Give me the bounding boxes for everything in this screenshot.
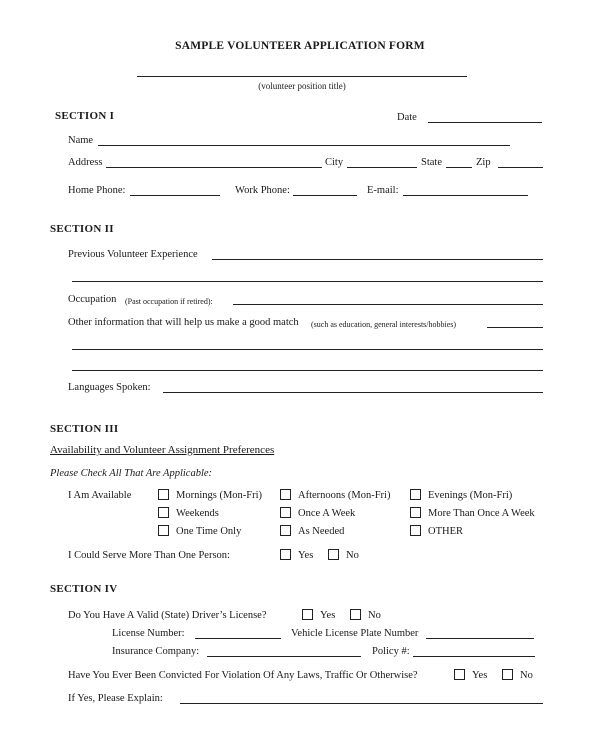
license-question: Do You Have A Valid (State) Driver’s License? [68, 610, 267, 621]
address-field[interactable] [106, 167, 322, 168]
mornings-label: Mornings (Mon-Fri) [176, 490, 263, 501]
explain-field[interactable] [180, 703, 543, 704]
other-checkbox[interactable] [410, 525, 421, 536]
insurance-label: Insurance Company: [112, 646, 200, 657]
section-2-heading: SECTION II [50, 223, 114, 235]
weekends-checkbox[interactable] [158, 507, 169, 518]
occupation-note: (Past occupation if retired): [125, 297, 213, 306]
city-field[interactable] [347, 167, 417, 168]
plate-number-label: Vehicle License Plate Number [291, 628, 419, 639]
zip-field[interactable] [498, 167, 543, 168]
name-field[interactable] [98, 145, 510, 146]
availability-subheading: Availability and Volunteer Assignment Preferences [50, 444, 275, 456]
serve-more-yes-label: Yes [298, 550, 314, 561]
explain-label: If Yes, Please Explain: [68, 693, 163, 704]
previous-experience-field[interactable] [212, 259, 543, 260]
date-field[interactable] [428, 122, 542, 123]
other-info-label: Other information that will help us make a good match [68, 317, 299, 328]
license-yes-label: Yes [320, 610, 336, 621]
occupation-field[interactable] [233, 304, 543, 305]
available-label: I Am Available [68, 490, 132, 501]
form-title: SAMPLE VOLUNTEER APPLICATION FORM [175, 40, 425, 52]
work-phone-label: Work Phone: [235, 185, 290, 196]
languages-label: Languages Spoken: [68, 382, 151, 393]
serve-more-no-label: No [346, 550, 359, 561]
convicted-question: Have You Ever Been Convicted For Violation Of Any Laws, Traffic Or Otherwise? [68, 670, 418, 681]
convicted-no-checkbox[interactable] [502, 669, 513, 680]
convicted-yes-label: Yes [472, 670, 488, 681]
insurance-field[interactable] [207, 656, 361, 657]
as-needed-label: As Needed [298, 526, 345, 537]
check-instruction: Please Check All That Are Applicable: [50, 468, 213, 479]
state-label: State [421, 157, 442, 168]
address-label: Address [68, 157, 103, 168]
date-label: Date [397, 112, 417, 123]
state-field[interactable] [446, 167, 472, 168]
license-no-checkbox[interactable] [350, 609, 361, 620]
more-than-once-label: More Than Once A Week [428, 508, 535, 519]
policy-label: Policy #: [372, 646, 410, 657]
city-label: City [325, 157, 344, 168]
license-yes-checkbox[interactable] [302, 609, 313, 620]
license-number-field[interactable] [195, 638, 281, 639]
previous-experience-field-line-2[interactable] [72, 281, 543, 282]
other-info-field[interactable] [487, 327, 543, 328]
email-label: E-mail: [367, 185, 399, 196]
evenings-label: Evenings (Mon-Fri) [428, 490, 513, 501]
as-needed-checkbox[interactable] [280, 525, 291, 536]
other-label: OTHER [428, 526, 463, 537]
occupation-label: Occupation [68, 294, 117, 305]
license-no-label: No [368, 610, 381, 621]
name-label: Name [68, 135, 94, 146]
section-3-heading: SECTION III [50, 423, 119, 435]
convicted-no-label: No [520, 670, 533, 681]
policy-field[interactable] [413, 656, 535, 657]
afternoons-checkbox[interactable] [280, 489, 291, 500]
evenings-checkbox[interactable] [410, 489, 421, 500]
work-phone-field[interactable] [293, 195, 357, 196]
email-field[interactable] [403, 195, 528, 196]
other-info-field-line-2[interactable] [72, 349, 543, 350]
previous-experience-label: Previous Volunteer Experience [68, 249, 198, 260]
other-info-field-line-3[interactable] [72, 370, 543, 371]
home-phone-label: Home Phone: [68, 185, 126, 196]
plate-number-field[interactable] [426, 638, 534, 639]
zip-label: Zip [476, 157, 491, 168]
languages-field[interactable] [163, 392, 543, 393]
position-title-field[interactable] [137, 76, 467, 77]
afternoons-label: Afternoons (Mon-Fri) [298, 490, 391, 501]
one-time-label: One Time Only [176, 526, 242, 537]
once-a-week-checkbox[interactable] [280, 507, 291, 518]
other-info-note: (such as education, general interests/hobbies) [311, 320, 457, 329]
home-phone-field[interactable] [130, 195, 220, 196]
mornings-checkbox[interactable] [158, 489, 169, 500]
one-time-checkbox[interactable] [158, 525, 169, 536]
convicted-yes-checkbox[interactable] [454, 669, 465, 680]
position-title-caption: (volunteer position title) [258, 81, 346, 91]
once-a-week-label: Once A Week [298, 508, 356, 519]
section-4-heading: SECTION IV [50, 583, 118, 595]
serve-more-label: I Could Serve More Than One Person: [68, 550, 230, 561]
serve-more-no-checkbox[interactable] [328, 549, 339, 560]
section-1-heading: SECTION I [55, 110, 115, 122]
weekends-label: Weekends [176, 508, 219, 519]
more-than-once-checkbox[interactable] [410, 507, 421, 518]
license-number-label: License Number: [112, 628, 185, 639]
serve-more-yes-checkbox[interactable] [280, 549, 291, 560]
